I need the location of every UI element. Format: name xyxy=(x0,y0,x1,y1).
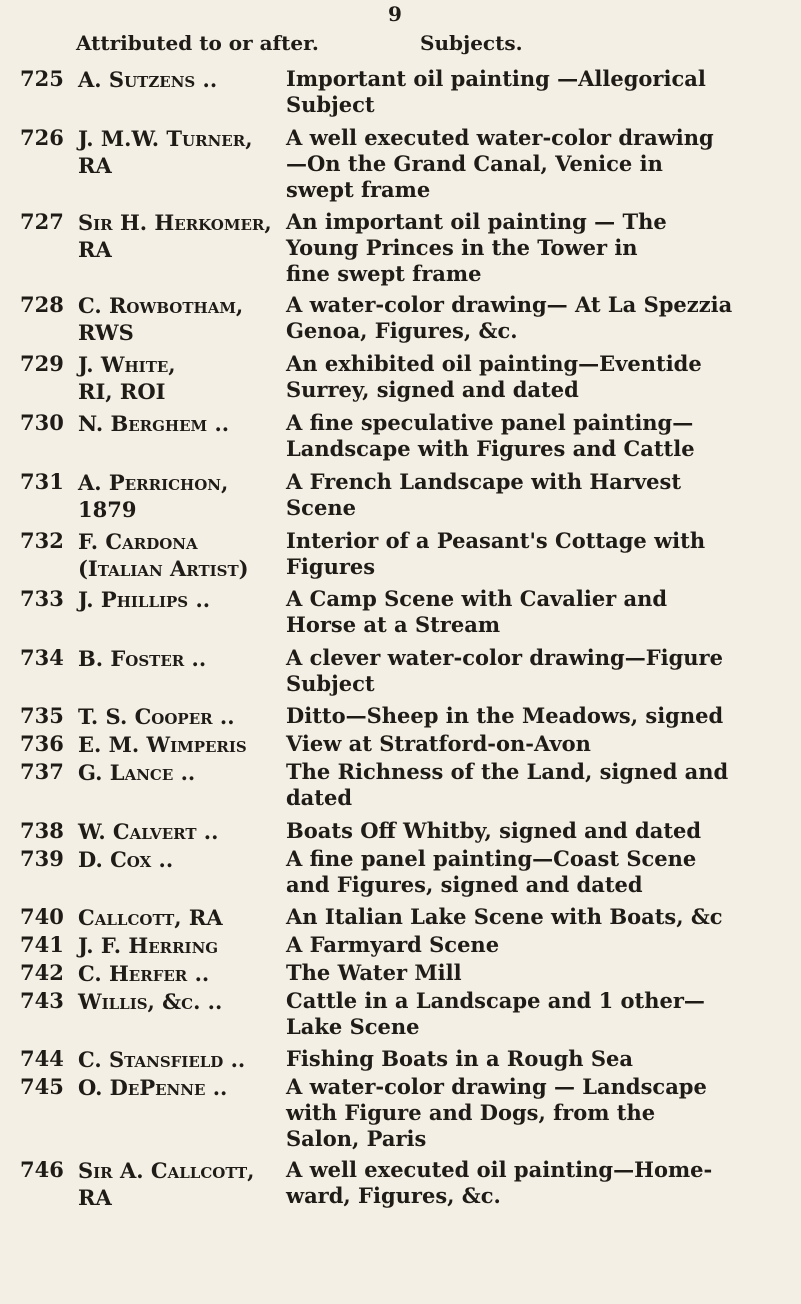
lot-number: 740 xyxy=(20,904,64,929)
page-number: 9 xyxy=(388,2,402,26)
lot-artist: W. Calvert .. xyxy=(78,819,219,844)
lot-number: 729 xyxy=(20,351,64,376)
lot-artist: Sir H. Herkomer, RA xyxy=(78,210,272,262)
lot-number: 737 xyxy=(20,759,64,784)
lot-description: An important oil painting — The Young Princes in the Tower in fine swept frame xyxy=(286,209,667,286)
lot-description: A water-color drawing — Landscape with Figure and Dogs, from the Salon, Paris xyxy=(286,1074,707,1151)
lot-artist: T. S. Cooper .. xyxy=(78,704,235,729)
lot-description: Fishing Boats in a Rough Sea xyxy=(286,1046,634,1071)
lot-number: 731 xyxy=(20,469,64,494)
lot-number: 736 xyxy=(20,731,64,756)
lot-artist: J. F. Herring xyxy=(78,933,219,958)
lot-description: Boats Off Whitby, signed and dated xyxy=(286,818,702,843)
lot-number: 735 xyxy=(20,703,64,728)
lot-description: A French Landscape with Harvest Scene xyxy=(286,469,682,520)
lot-number: 732 xyxy=(20,528,64,553)
lot-artist: C. Herfer .. xyxy=(78,961,210,986)
lot-artist: N. Berghem .. xyxy=(78,411,230,436)
lot-artist: A. Sutzens .. xyxy=(78,67,218,92)
lot-artist: C. Stansfield .. xyxy=(78,1047,246,1072)
lot-number: 725 xyxy=(20,66,64,91)
lot-number: 728 xyxy=(20,292,64,317)
lot-artist: A. Perrichon, 1879 xyxy=(78,470,229,522)
lot-artist: Willis, &c. .. xyxy=(78,989,223,1014)
lot-number: 726 xyxy=(20,125,64,150)
lot-number: 746 xyxy=(20,1157,64,1182)
lot-number: 733 xyxy=(20,586,64,611)
lot-number: 744 xyxy=(20,1046,64,1071)
lot-description: A well executed water-color drawing —On the Grand Canal, Venice in swept frame xyxy=(286,125,714,202)
lot-number: 741 xyxy=(20,932,64,957)
lot-artist: C. Rowbotham, RWS xyxy=(78,293,244,345)
lot-description: View at Stratford-on-Avon xyxy=(286,731,591,756)
lot-artist: J. M.W. Turner, RA xyxy=(78,126,253,178)
lot-number: 743 xyxy=(20,988,64,1013)
lot-description: A well executed oil painting—Home- ward, Figures, &c. xyxy=(286,1157,713,1208)
lot-description: Important oil painting —Allegorical Subject xyxy=(286,66,706,117)
lot-number: 734 xyxy=(20,645,64,670)
lot-artist: B. Foster .. xyxy=(78,646,207,671)
lot-description: Interior of a Peasant's Cottage with Figures xyxy=(286,528,706,579)
lot-description: A Farmyard Scene xyxy=(286,932,500,957)
lot-artist: J. Phillips .. xyxy=(78,587,211,612)
lot-artist: F. Cardona (Italian Artist) xyxy=(78,529,249,581)
lot-artist: Sir A. Callcott, RA xyxy=(78,1158,255,1210)
column-header-subjects: Subjects. xyxy=(420,31,523,55)
lot-artist: Callcott, RA xyxy=(78,905,223,930)
lot-description: The Richness of the Land, signed and dated xyxy=(286,759,729,810)
lot-number: 730 xyxy=(20,410,64,435)
lot-description: An Italian Lake Scene with Boats, &c xyxy=(286,904,723,929)
lot-description: An exhibited oil painting—Eventide Surrey, signed and dated xyxy=(286,351,702,402)
lot-description: Cattle in a Landscape and 1 other— Lake Scene xyxy=(286,988,705,1039)
lot-artist: O. DePenne .. xyxy=(78,1075,228,1100)
lot-number: 739 xyxy=(20,846,64,871)
lot-artist: D. Cox .. xyxy=(78,847,174,872)
column-header-attributed: Attributed to or after. xyxy=(76,31,319,55)
lot-artist: J. White, RI, ROI xyxy=(78,352,176,404)
lot-description: Ditto—Sheep in the Meadows, signed xyxy=(286,703,724,728)
lot-description: The Water Mill xyxy=(286,960,462,985)
lot-description: A Camp Scene with Cavalier and Horse at a Stream xyxy=(286,586,668,637)
lot-number: 742 xyxy=(20,960,64,985)
lot-description: A clever water-color drawing—Figure Subject xyxy=(286,645,723,696)
lot-description: A fine panel painting—Coast Scene and Figures, signed and dated xyxy=(286,846,697,897)
lot-number: 727 xyxy=(20,209,64,234)
lot-artist: G. Lance .. xyxy=(78,760,196,785)
lot-description: A water-color drawing— At La Spezzia Genoa, Figures, &c. xyxy=(286,292,733,343)
lot-number: 745 xyxy=(20,1074,64,1099)
lot-artist: E. M. Wimperis xyxy=(78,732,247,757)
lot-number: 738 xyxy=(20,818,64,843)
lot-description: A fine speculative panel painting— Landscape with Figures and Cattle xyxy=(286,410,695,461)
